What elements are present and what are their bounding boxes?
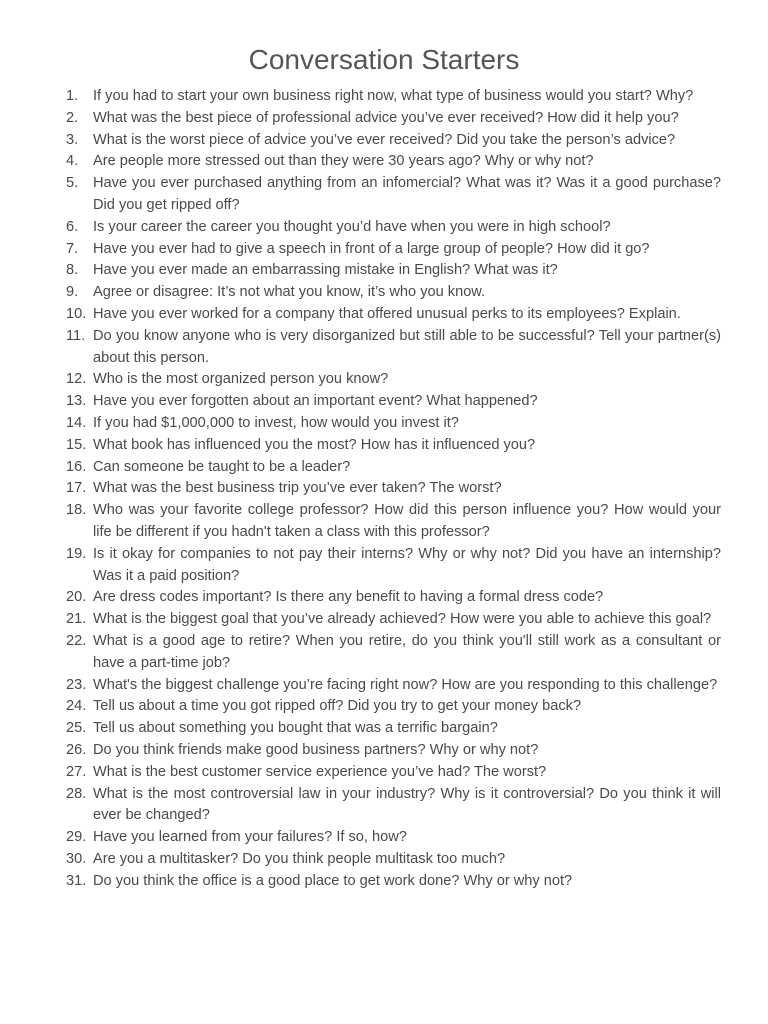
- question-number: 4.: [66, 153, 79, 170]
- question-text: What's the biggest challenge you’re facing right now? How are you responding to this challenge?: [93, 676, 718, 693]
- list-item: [66, 871, 721, 893]
- list-item: [66, 151, 721, 173]
- question-number: 23.: [66, 676, 87, 693]
- question-number: 21.: [66, 611, 87, 628]
- question-number: 20.: [66, 589, 87, 606]
- list-item: [66, 849, 721, 871]
- question-text: Are dress codes important? Is there any benefit to having a formal dress code?: [93, 589, 604, 606]
- list-item: [66, 740, 721, 762]
- question-number: 14.: [66, 414, 87, 431]
- question-number: 29.: [66, 829, 87, 846]
- question-number: 25.: [66, 720, 87, 737]
- list-item: [66, 239, 721, 261]
- list-item: [66, 173, 721, 217]
- question-number: 12.: [66, 371, 87, 388]
- question-text: What is the most controversial law in your industry? Why is it controversial? Do you think it will ever be changed?: [93, 785, 721, 824]
- list-item: [66, 217, 721, 239]
- list-item: [66, 108, 721, 130]
- question-list: [66, 86, 721, 892]
- question-number: 31.: [66, 872, 87, 889]
- question-number: 3.: [66, 131, 79, 148]
- question-number: 17.: [66, 480, 87, 497]
- question-text: Tell us about something you bought that was a terrific bargain?: [93, 720, 498, 737]
- question-text: What is the best customer service experience you’ve had? The worst?: [93, 763, 547, 780]
- list-item: [66, 86, 721, 108]
- list-item: [66, 762, 721, 784]
- question-text: Tell us about a time you got ripped off? Did you try to get your money back?: [93, 698, 582, 715]
- question-number: 24.: [66, 698, 87, 715]
- question-number: 7.: [66, 240, 79, 257]
- list-item: [66, 282, 721, 304]
- question-text: What book has influenced you the most? How has it influenced you?: [93, 436, 536, 453]
- question-number: 28.: [66, 785, 87, 802]
- question-number: 11.: [66, 327, 86, 344]
- question-number: 18.: [66, 502, 87, 519]
- question-number: 1.: [66, 88, 79, 104]
- question-text: What was the best business trip you’ve ever taken? The worst?: [93, 480, 502, 497]
- question-text: Do you think friends make good business partners? Why or why not?: [93, 741, 539, 758]
- question-text: If you had $1,000,000 to invest, how would you invest it?: [93, 414, 459, 431]
- question-text: Who was your favorite college professor? How did this person influence you? How would your life be different if you hadn't taken a class with this professor?: [93, 502, 721, 540]
- question-text: Who is the most organized person you know?: [93, 371, 389, 388]
- question-text: Is it okay for companies to not pay their interns? Why or why not? Did you have an internship? Was it a paid position?: [93, 545, 721, 584]
- list-item: [66, 413, 721, 435]
- list-item: [66, 130, 721, 152]
- question-text: Have you ever forgotten about an important event? What happened?: [93, 393, 538, 410]
- question-text: Have you ever purchased anything from an infomercial? What was it? Was it a good purchase? Did you get ripped off?: [93, 175, 721, 213]
- question-number: 5.: [66, 175, 79, 192]
- list-item: [66, 435, 721, 457]
- list-item: [66, 631, 721, 675]
- page-title: Conversation Starters: [248, 44, 520, 75]
- list-item: [66, 260, 721, 282]
- question-number: 16.: [66, 458, 87, 475]
- question-text: Have you ever had to give a speech in front of a large group of people? How did it go?: [93, 240, 650, 257]
- question-text: If you had to start your own business right now, what type of business would you start? Why?: [93, 88, 694, 104]
- question-number: 30.: [66, 850, 87, 867]
- question-text: Have you ever made an embarrassing mistake in English? What was it?: [93, 262, 558, 279]
- question-number: 8.: [66, 262, 79, 279]
- question-text: What is the worst piece of advice you’ve ever received? Did you take the person’s advice?: [93, 131, 676, 148]
- list-item: [66, 369, 721, 391]
- list-item: [66, 544, 721, 588]
- list-item: [66, 587, 721, 609]
- question-number: 6.: [66, 218, 79, 235]
- question-number: 27.: [66, 763, 87, 780]
- list-item: [66, 784, 721, 828]
- question-number: 19.: [66, 545, 87, 562]
- question-number: 10.: [66, 305, 87, 322]
- list-item: [66, 718, 721, 740]
- question-text: Have you ever worked for a company that offered unusual perks to its employees? Explain.: [93, 305, 681, 322]
- list-item: [66, 827, 721, 849]
- question-number: 13.: [66, 393, 87, 410]
- list-item: [66, 457, 721, 479]
- question-text: What is a good age to retire? When you retire, do you think you'll still work as a consultant or have a part-time job?: [93, 632, 721, 671]
- question-text: Can someone be taught to be a leader?: [93, 458, 351, 475]
- question-number: 15.: [66, 436, 87, 453]
- question-text: Do you know anyone who is very disorganized but still able to be successful? Tell your partner(s) about this person.: [93, 327, 721, 366]
- question-text: Have you learned from your failures? If so, how?: [93, 829, 407, 846]
- list-item: [66, 326, 721, 370]
- list-item: [66, 304, 721, 326]
- list-item: [66, 478, 721, 500]
- question-text: Are people more stressed out than they were 30 years ago? Why or why not?: [93, 153, 594, 170]
- list-item: [66, 500, 721, 544]
- question-text: Is your career the career you thought you’d have when you were in high school?: [93, 218, 611, 235]
- question-text: What was the best piece of professional advice you’ve ever received? How did it help you?: [93, 109, 679, 126]
- list-item: [66, 609, 721, 631]
- question-text: What is the biggest goal that you’ve already achieved? How were you able to achieve this goal?: [93, 611, 712, 628]
- list-item: [66, 391, 721, 413]
- question-text: Agree or disagree: It’s not what you know, it’s who you know.: [93, 284, 486, 301]
- question-number: 22.: [66, 632, 87, 649]
- question-number: 2.: [66, 109, 79, 126]
- question-number: 9.: [66, 284, 79, 301]
- question-number: 26.: [66, 741, 87, 758]
- question-text: Do you think the office is a good place to get work done? Why or why not?: [93, 872, 573, 889]
- list-item: [66, 696, 721, 718]
- question-text: Are you a multitasker? Do you think people multitask too much?: [93, 850, 506, 867]
- list-item: [66, 675, 721, 697]
